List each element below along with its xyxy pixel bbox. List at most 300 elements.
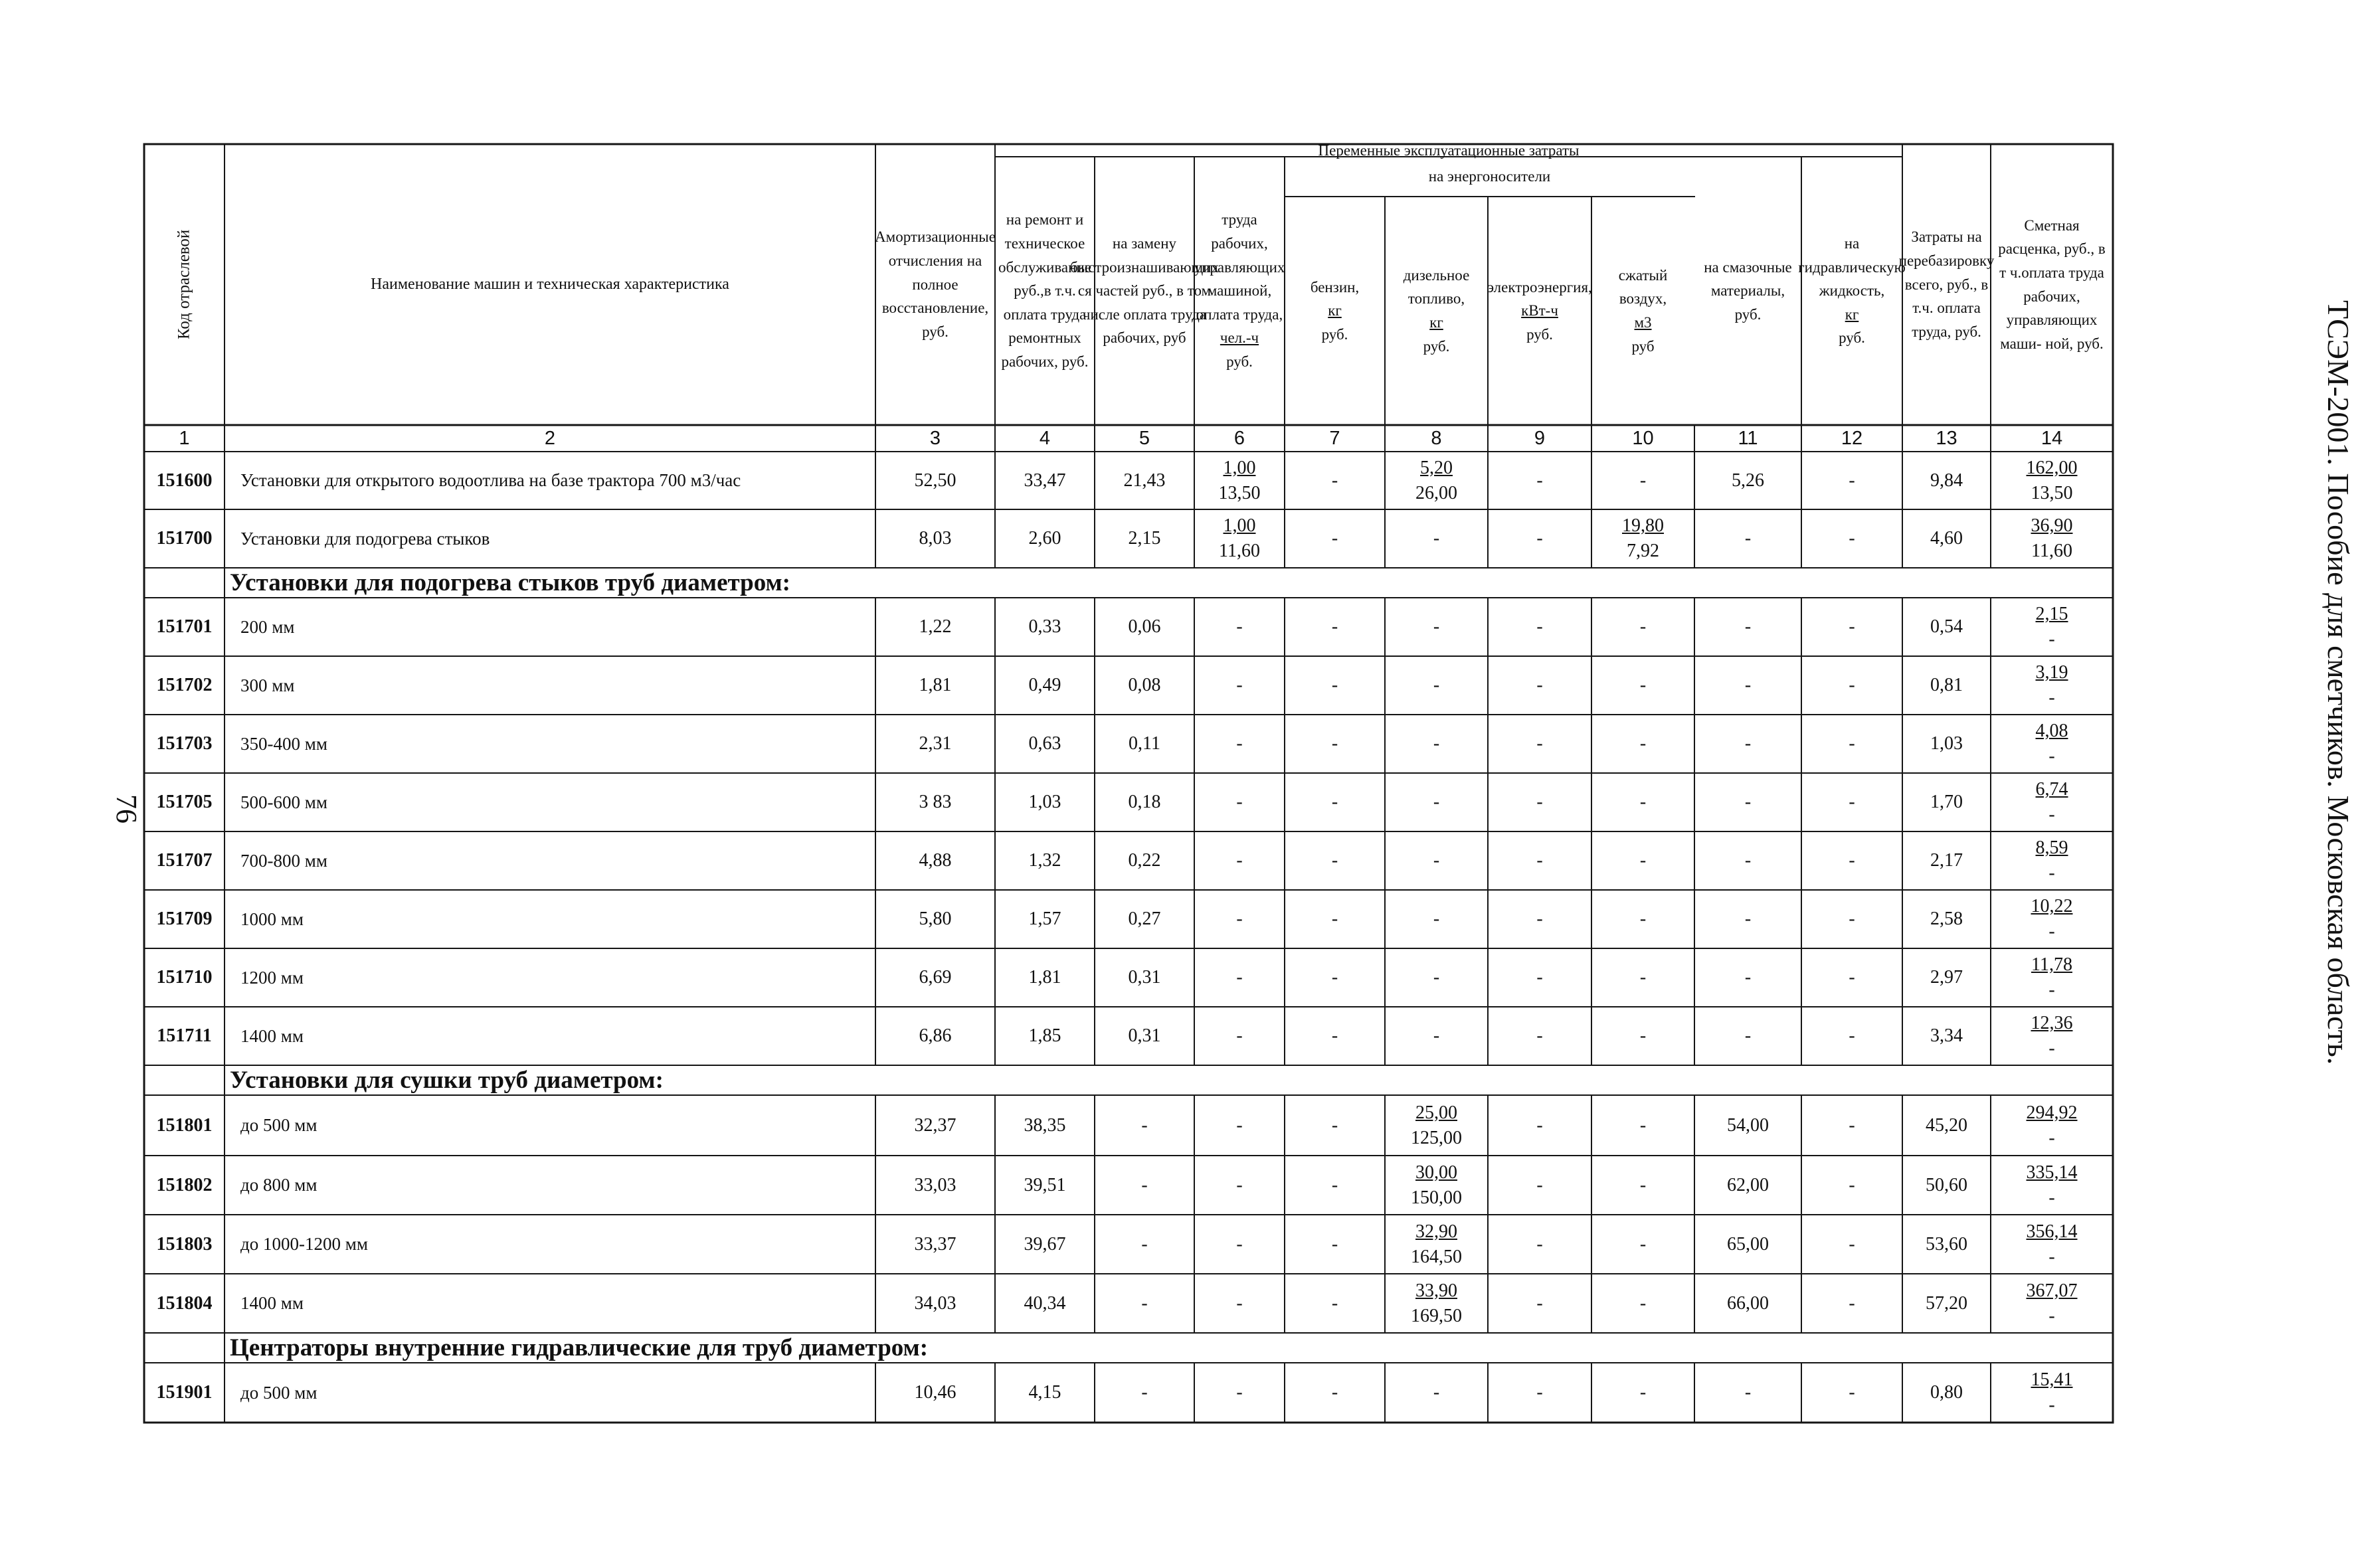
row-replace [1095, 831, 1194, 890]
row-air [1591, 773, 1694, 831]
fraction-bottom: - [2048, 921, 2055, 942]
cell-value: 53,60 [1926, 1233, 1967, 1255]
row-labor [1194, 509, 1285, 568]
row-petrol [1285, 715, 1385, 773]
column-number [144, 425, 225, 452]
row-reloc [1902, 1156, 1991, 1215]
section-heading-text: Установки для сушки труб диаметром: [230, 1066, 664, 1094]
row-labor [1194, 831, 1285, 890]
row-diesel [1385, 509, 1488, 568]
column-number-text: 12 [1841, 427, 1863, 449]
fraction-value [2036, 719, 2068, 769]
row-petrol [1285, 598, 1385, 656]
cell-value: 1,85 [1028, 1025, 1061, 1047]
cell-value: - [1536, 909, 1543, 930]
cell-value: - [1433, 733, 1440, 754]
row-reloc [1902, 948, 1991, 1007]
row-hydro [1801, 598, 1902, 656]
cell-value: 52,50 [914, 470, 956, 491]
row-electric [1488, 715, 1591, 773]
column-number [1194, 425, 1285, 452]
row-est [1991, 1007, 2113, 1065]
cell-value: - [1433, 909, 1440, 930]
cell-value: - [1331, 528, 1338, 549]
column-number [1991, 425, 2113, 452]
cell-value: - [1849, 1025, 1855, 1047]
cell-value: - [1331, 967, 1338, 988]
row-name [225, 1274, 875, 1333]
cell-value: 1,57 [1028, 909, 1061, 930]
row-reloc [1902, 773, 1991, 831]
row-code [144, 1095, 225, 1156]
cell-value: 1,32 [1028, 850, 1061, 871]
fraction-bottom: - [2048, 863, 2055, 883]
fraction-top: 2,15 [2035, 604, 2068, 625]
cell-value: - [1744, 850, 1752, 871]
row-labor [1194, 656, 1285, 715]
row-lube [1694, 656, 1801, 715]
cell-value: 2,15 [1128, 528, 1161, 549]
row-code-text: 151801 [156, 1114, 213, 1136]
header-relocation-label: Затраты на перебазировку всего, руб., в т.ч. оплата труда, руб. [1898, 228, 1995, 340]
cell-value: 39,67 [1024, 1233, 1066, 1255]
row-est [1991, 598, 2113, 656]
cell-value: 57,20 [1926, 1292, 1967, 1314]
fraction-bottom: 169,50 [1411, 1305, 1462, 1326]
row-code-text: 151804 [156, 1292, 213, 1314]
row-name-text: 1000 мм [240, 909, 304, 929]
row-code [144, 1156, 225, 1215]
row-code [144, 656, 225, 715]
fraction-top: 1,00 [1223, 457, 1256, 478]
row-est [1991, 1274, 2113, 1333]
fraction-top: 10,22 [2031, 896, 2073, 917]
fraction-bottom: - [2048, 1395, 2055, 1415]
cell-value: 10,46 [914, 1382, 956, 1403]
row-electric [1488, 1274, 1591, 1333]
header-amort [875, 144, 995, 425]
header-air-label: сжатый воздух, [1618, 266, 1668, 307]
row-repair [995, 1095, 1095, 1156]
cell-value: 0,06 [1128, 616, 1161, 638]
row-name-text: 200 мм [240, 616, 295, 637]
row-est [1991, 1363, 2113, 1423]
column-number [1694, 425, 1801, 452]
row-est [1991, 890, 2113, 948]
cell-value: - [1536, 528, 1543, 549]
cell-value: 2,17 [1930, 850, 1963, 871]
row-replace [1095, 773, 1194, 831]
fraction-top: 33,90 [1415, 1280, 1457, 1301]
cell-value: - [1331, 470, 1338, 491]
row-hydro [1801, 1274, 1902, 1333]
row-est [1991, 1156, 2113, 1215]
cell-value: - [1433, 675, 1440, 696]
cell-value: - [1236, 675, 1243, 696]
fraction-top: 6,74 [2035, 779, 2068, 800]
cell-value: - [1849, 850, 1855, 871]
cell-value: 65,00 [1727, 1233, 1769, 1255]
header-repair-label: на ремонт и техническое обслуживание руб.,в т.ч. оплата труда ремонтных рабочих, руб. [998, 211, 1091, 371]
cell-value: - [1744, 733, 1752, 754]
cell-value: - [1639, 1382, 1647, 1403]
row-replace [1095, 598, 1194, 656]
row-amort [875, 1156, 995, 1215]
header-electric-unit-bottom: руб. [1526, 325, 1553, 343]
cell-value: - [1536, 675, 1543, 696]
header-hydraulic-label: на гидравлическую жидкость, [1798, 234, 1906, 300]
fraction-value [1411, 1160, 1462, 1211]
fraction-value [2027, 1219, 2078, 1270]
row-lube [1694, 1007, 1801, 1065]
fraction-top: 36,90 [2031, 515, 2073, 537]
row-petrol [1285, 656, 1385, 715]
row-air [1591, 831, 1694, 890]
cell-value: 38,35 [1024, 1114, 1066, 1136]
row-amort [875, 1007, 995, 1065]
column-number [1385, 425, 1488, 452]
row-lube [1694, 1363, 1801, 1423]
row-amort [875, 890, 995, 948]
row-air [1591, 715, 1694, 773]
header-labor [1194, 157, 1285, 425]
row-name-text: до 500 мм [240, 1115, 317, 1136]
row-labor [1194, 948, 1285, 1007]
row-petrol [1285, 1007, 1385, 1065]
row-air [1591, 452, 1694, 509]
fraction-top: 32,90 [1415, 1221, 1457, 1242]
cell-value: - [1744, 792, 1752, 813]
cell-value: 33,37 [914, 1233, 956, 1255]
row-replace [1095, 948, 1194, 1007]
row-diesel [1385, 656, 1488, 715]
cell-value: - [1141, 1114, 1148, 1136]
cell-value: - [1536, 616, 1543, 638]
row-code [144, 1007, 225, 1065]
row-electric [1488, 1095, 1591, 1156]
row-hydro [1801, 831, 1902, 890]
row-est [1991, 831, 2113, 890]
row-petrol [1285, 890, 1385, 948]
cell-value: - [1744, 1382, 1752, 1403]
row-name-text: 1200 мм [240, 967, 304, 988]
column-number-text: 11 [1738, 427, 1758, 449]
row-name-text: 1400 мм [240, 1293, 304, 1314]
header-petrol-label: бензин, [1310, 278, 1360, 296]
row-repair [995, 773, 1095, 831]
row-name-text: до 500 мм [240, 1382, 317, 1403]
cell-value: 39,51 [1024, 1174, 1066, 1195]
cell-value: 1,81 [1028, 967, 1061, 988]
row-labor [1194, 1156, 1285, 1215]
column-number-text: 3 [929, 427, 941, 449]
header-energy-label: на энергоносители [1428, 168, 1551, 185]
row-air [1591, 1363, 1694, 1423]
fraction-bottom: - [2048, 804, 2055, 825]
fraction-value [2031, 952, 2072, 1003]
cell-value: 62,00 [1727, 1174, 1769, 1195]
cell-value: 0,18 [1128, 792, 1161, 813]
row-name-text: Установки для открытого водоотлива на базе трактора 700 м3/час [240, 470, 741, 491]
cell-value: 2,97 [1930, 967, 1963, 988]
row-code-text: 151710 [156, 967, 213, 988]
cell-value: - [1536, 470, 1543, 491]
row-electric [1488, 509, 1591, 568]
cell-value: 4,15 [1028, 1382, 1061, 1403]
row-name [225, 890, 875, 948]
fraction-bottom: - [2048, 629, 2055, 650]
header-diesel [1385, 197, 1488, 425]
cell-value: - [1744, 909, 1752, 930]
cell-value: 4,60 [1930, 528, 1963, 549]
column-number [875, 425, 995, 452]
header-air [1591, 197, 1694, 425]
row-code [144, 1215, 225, 1274]
row-code [144, 831, 225, 890]
row-electric [1488, 1215, 1591, 1274]
row-hydro [1801, 509, 1902, 568]
cell-value: 54,00 [1727, 1114, 1769, 1136]
cell-value: - [1639, 733, 1647, 754]
row-code-text: 151709 [156, 909, 213, 930]
column-number-text: 10 [1632, 427, 1654, 449]
row-hydro [1801, 452, 1902, 509]
fraction-value [2027, 456, 2078, 506]
fraction-top: 162,00 [2026, 457, 2078, 478]
row-reloc [1902, 1274, 1991, 1333]
row-name-text: 500-600 мм [240, 792, 327, 812]
row-reloc [1902, 831, 1991, 890]
header-replace-label: на замену быстроизнашивающих ся частей руб., в том числе оплата труда рабочих, руб [1069, 234, 1220, 347]
row-air [1591, 890, 1694, 948]
cell-value: 6,69 [919, 967, 952, 988]
row-code-text: 151707 [156, 850, 213, 871]
row-name [225, 1156, 875, 1215]
header-variable-costs-label: Переменные эксплуатационные затраты [1318, 141, 1580, 159]
cell-value: - [1536, 1292, 1543, 1314]
row-replace [1095, 1007, 1194, 1065]
row-repair [995, 452, 1095, 509]
cell-value: - [1849, 1382, 1855, 1403]
fraction-bottom: 11,60 [2031, 541, 2072, 561]
row-est [1991, 948, 2113, 1007]
row-labor [1194, 1007, 1285, 1065]
cell-value: - [1236, 1114, 1243, 1136]
fraction-value [2027, 1278, 2078, 1329]
row-petrol [1285, 1363, 1385, 1423]
cell-value: 0,49 [1028, 675, 1061, 696]
row-code [144, 509, 225, 568]
cell-value: - [1849, 909, 1855, 930]
row-lube [1694, 1215, 1801, 1274]
cell-value: - [1331, 850, 1338, 871]
row-hydro [1801, 1007, 1902, 1065]
cell-value: 0,31 [1128, 967, 1161, 988]
row-lube [1694, 1156, 1801, 1215]
row-petrol [1285, 948, 1385, 1007]
row-electric [1488, 452, 1591, 509]
row-amort [875, 656, 995, 715]
row-amort [875, 948, 995, 1007]
header-relocation [1898, 144, 1995, 425]
row-replace [1095, 509, 1194, 568]
row-code-text: 151901 [156, 1382, 213, 1403]
row-lube [1694, 890, 1801, 948]
fraction-top: 25,00 [1415, 1102, 1457, 1123]
column-number [1591, 425, 1694, 452]
row-petrol [1285, 831, 1385, 890]
cell-value: - [1849, 967, 1855, 988]
header-amort-label: Амортизационные отчисления на полное восстановление, руб. [875, 228, 996, 340]
cell-value: - [1331, 1292, 1338, 1314]
row-name [225, 1215, 875, 1274]
header-electric-unit-top: кВт-ч [1521, 302, 1558, 319]
cell-value: - [1331, 1025, 1338, 1047]
row-electric [1488, 1363, 1591, 1423]
cell-value: 5,80 [919, 909, 952, 930]
row-electric [1488, 1156, 1591, 1215]
fraction-value [1411, 1219, 1462, 1270]
cell-value: - [1331, 675, 1338, 696]
row-name-text: до 800 мм [240, 1175, 317, 1195]
row-electric [1488, 598, 1591, 656]
cell-value: - [1744, 616, 1752, 638]
cell-value: 0,63 [1028, 733, 1061, 754]
cell-value: - [1849, 733, 1855, 754]
row-repair [995, 598, 1095, 656]
cell-value: 1,81 [919, 675, 952, 696]
cell-value: - [1236, 1382, 1243, 1403]
fraction-value [2027, 1160, 2078, 1211]
row-repair [995, 831, 1095, 890]
row-repair [995, 1156, 1095, 1215]
cell-value: - [1236, 967, 1243, 988]
fraction-top: 367,07 [2026, 1280, 2078, 1301]
row-amort [875, 598, 995, 656]
row-diesel [1385, 598, 1488, 656]
row-labor [1194, 890, 1285, 948]
row-code [144, 948, 225, 1007]
cell-value: 0,08 [1128, 675, 1161, 696]
row-diesel [1385, 715, 1488, 773]
row-diesel [1385, 452, 1488, 509]
section-heading [225, 1333, 2113, 1363]
column-number-text: 6 [1233, 427, 1245, 449]
fraction-value [2031, 513, 2073, 564]
cell-value: - [1744, 967, 1752, 988]
cell-value: - [1849, 470, 1855, 491]
row-electric [1488, 831, 1591, 890]
fraction-value [2036, 777, 2068, 828]
row-amort [875, 452, 995, 509]
row-name [225, 452, 875, 509]
fraction-value [2036, 602, 2068, 652]
row-petrol [1285, 509, 1385, 568]
cell-value: - [1433, 792, 1440, 813]
cell-value: - [1236, 1025, 1243, 1047]
cell-value: - [1849, 1233, 1855, 1255]
cell-value: - [1331, 616, 1338, 638]
row-replace [1095, 1156, 1194, 1215]
cell-value: - [1849, 528, 1855, 549]
fraction-bottom: - [2048, 1127, 2055, 1148]
cell-value: - [1536, 1114, 1543, 1136]
row-air [1591, 656, 1694, 715]
fraction-bottom: 150,00 [1411, 1187, 1462, 1208]
fraction-top: 356,14 [2026, 1221, 2078, 1242]
header-air-unit-top: м3 [1634, 314, 1652, 331]
row-code-text: 151802 [156, 1174, 213, 1195]
row-reloc [1902, 890, 1991, 948]
row-name [225, 715, 875, 773]
row-diesel [1385, 1274, 1488, 1333]
row-lube [1694, 773, 1801, 831]
row-labor [1194, 1274, 1285, 1333]
cell-value: - [1141, 1382, 1148, 1403]
fraction-bottom: 164,50 [1411, 1246, 1462, 1267]
column-number-text: 2 [544, 427, 556, 449]
row-amort [875, 773, 995, 831]
cell-value: - [1639, 1174, 1647, 1195]
header-electric [1488, 197, 1591, 425]
column-number [1801, 425, 1902, 452]
cell-value: - [1536, 1025, 1543, 1047]
cell-value: - [1536, 733, 1543, 754]
header-code [144, 144, 225, 425]
row-air [1591, 1274, 1694, 1333]
row-name [225, 509, 875, 568]
cell-value: - [1331, 1114, 1338, 1136]
cell-value: - [1433, 850, 1440, 871]
section-heading-text: Установки для подогрева стыков труб диаметром: [230, 568, 791, 596]
row-amort [875, 1095, 995, 1156]
cell-value: - [1639, 675, 1647, 696]
cell-value: 8,03 [919, 528, 952, 549]
cell-value: - [1331, 1174, 1338, 1195]
row-code [144, 773, 225, 831]
fraction-bottom: 13,50 [1218, 482, 1261, 503]
cell-value: - [1236, 1233, 1243, 1255]
header-air-unit-bottom: руб [1631, 337, 1655, 355]
row-air [1591, 598, 1694, 656]
row-replace [1095, 1274, 1194, 1333]
row-hydro [1801, 1215, 1902, 1274]
cell-value: - [1639, 616, 1647, 638]
row-labor [1194, 452, 1285, 509]
cell-value: 66,00 [1727, 1292, 1769, 1314]
cell-value: 40,34 [1024, 1292, 1066, 1314]
row-name [225, 1363, 875, 1423]
cell-value: 3 83 [919, 792, 952, 813]
row-electric [1488, 656, 1591, 715]
cell-value: 2,31 [919, 733, 952, 754]
fraction-bottom: - [2048, 980, 2055, 1000]
cell-value: - [1141, 1233, 1148, 1255]
cell-value: 45,20 [1926, 1114, 1967, 1136]
row-diesel [1385, 773, 1488, 831]
column-number [225, 425, 875, 452]
row-repair [995, 715, 1095, 773]
cell-value: - [1331, 792, 1338, 813]
row-lube [1694, 598, 1801, 656]
fraction-value [1219, 456, 1261, 506]
row-diesel [1385, 890, 1488, 948]
row-replace [1095, 715, 1194, 773]
header-diesel-unit-top: кг [1429, 314, 1443, 331]
row-name [225, 948, 875, 1007]
fraction-top: 11,78 [2031, 954, 2072, 976]
cell-value: - [1744, 528, 1752, 549]
